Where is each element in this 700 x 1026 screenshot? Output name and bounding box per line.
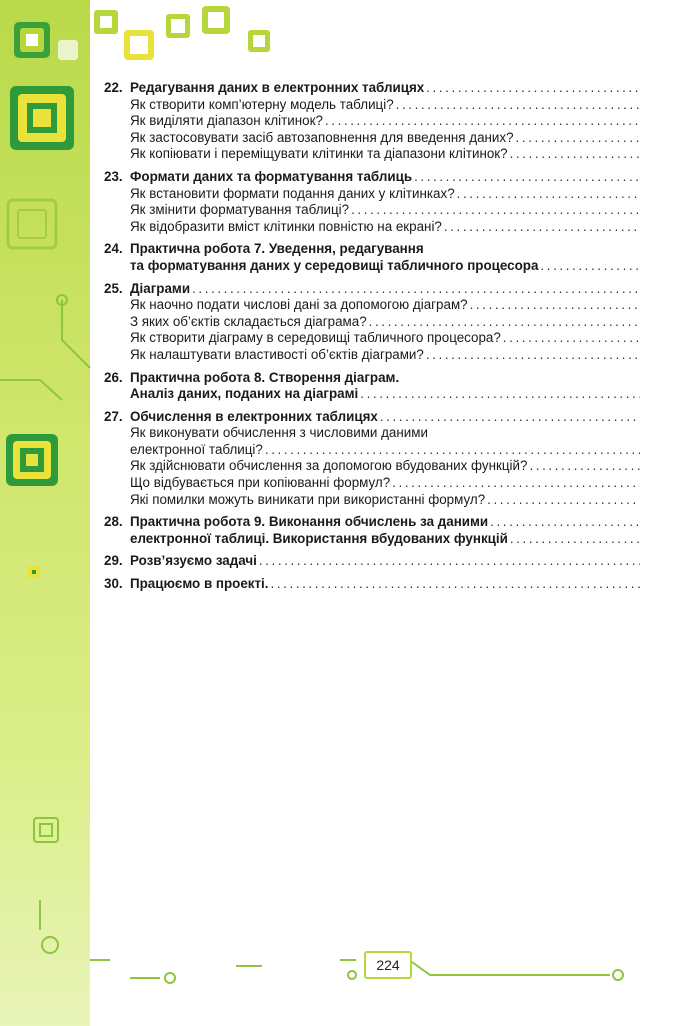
dot-leader	[426, 80, 640, 97]
subitem-text: Як змінити форматування таблиці?	[130, 202, 350, 218]
toc-entry-26[interactable]	[104, 370, 640, 387]
section-title: Практична робота 9. Виконання обчислень за даними	[130, 514, 489, 530]
toc-section-26	[104, 370, 640, 403]
toc-subitem[interactable]	[104, 202, 640, 219]
section-number: 29.	[104, 553, 123, 569]
section-number: 25.	[104, 280, 123, 296]
subitem-text: Як налаштувати властивості об’єктів діаграми?	[130, 346, 424, 362]
section-title: Практична робота 8. Створення діаграм.	[130, 369, 400, 385]
subitem-text: Як застосовувати засіб автозаповнення для введення даних?	[130, 129, 514, 145]
toc-subitem[interactable]	[104, 130, 640, 147]
section-title-line2: та форматування даних у середовищі табличного процесора	[130, 257, 539, 273]
section-number: 23.	[104, 168, 123, 184]
dot-leader	[392, 475, 640, 492]
toc-entry-23[interactable]	[104, 169, 640, 186]
toc-section-27	[104, 409, 640, 509]
subitem-text: Як наочно подати числові дані за допомогою діаграм?	[130, 297, 468, 313]
dot-leader	[192, 281, 640, 298]
subitem-text: Як виділяти діапазон клітинок?	[130, 113, 323, 129]
dot-leader	[510, 146, 640, 163]
toc-subitem[interactable]	[104, 347, 640, 364]
section-title: Практична робота 7. Уведення, редагування	[130, 241, 424, 257]
toc-section-22	[104, 80, 640, 163]
dot-leader	[259, 553, 640, 570]
dot-leader	[490, 514, 640, 531]
toc-subitem[interactable]	[104, 330, 640, 347]
section-title: Працюємо в проекті.	[130, 576, 269, 592]
dot-leader	[510, 531, 640, 548]
toc-section-24	[104, 241, 640, 274]
dot-leader	[380, 409, 640, 426]
section-title-line2: Аналіз даних, поданих на діаграмі	[130, 386, 359, 402]
toc-subitem[interactable]	[104, 113, 640, 130]
toc-section-23	[104, 169, 640, 235]
toc-entry-24[interactable]	[104, 241, 640, 258]
table-of-contents	[104, 80, 640, 599]
toc-subitem[interactable]	[104, 297, 640, 314]
dot-leader	[414, 169, 640, 186]
toc-subitem[interactable]	[104, 97, 640, 114]
dot-leader	[360, 386, 640, 403]
section-number: 22.	[104, 80, 123, 95]
dot-leader	[457, 186, 640, 203]
subitem-text: Як копіювати і переміщувати клітинки та діапазони клітинок?	[130, 146, 508, 162]
dot-leader	[426, 347, 640, 364]
decorative-squares	[14, 6, 270, 60]
section-title: Розв’язуємо задачі	[130, 553, 257, 569]
toc-subitem[interactable]	[104, 475, 640, 492]
section-title: Формати даних та форматування таблиць	[130, 168, 413, 184]
dot-leader	[487, 492, 640, 509]
section-number: 27.	[104, 408, 123, 424]
toc-subitem[interactable]	[104, 492, 640, 509]
toc-section-29	[104, 553, 640, 570]
section-number: 28.	[104, 514, 123, 530]
section-number: 24.	[104, 241, 123, 257]
dot-leader	[325, 113, 640, 130]
toc-entry-25[interactable]	[104, 281, 640, 298]
dot-leader	[351, 202, 640, 219]
dot-leader	[396, 97, 640, 114]
subitem-text: Що відбувається при копіюванні формул?	[130, 475, 391, 491]
decorative-left-squares	[6, 86, 74, 842]
subitem-text: Як створити комп’ютерну модель таблиці?	[130, 96, 394, 112]
toc-section-25	[104, 281, 640, 364]
dot-leader	[444, 219, 640, 236]
subitem-text: Як створити діаграму в середовищі табличного процесора?	[130, 330, 501, 346]
section-title: Діаграми	[130, 280, 191, 296]
page-number: 224	[364, 951, 412, 979]
section-title-line2: електронної таблиці. Використання вбудованих функцій	[130, 530, 508, 546]
toc-title-continuation[interactable]	[104, 386, 640, 403]
toc-subitem-continuation[interactable]	[104, 442, 640, 459]
subitem-text: Як встановити формати подання даних у клітинках?	[130, 185, 455, 201]
toc-entry-29[interactable]	[104, 553, 640, 570]
section-number: 26.	[104, 369, 123, 385]
subitem-text: електронної таблиці?	[130, 441, 263, 457]
toc-subitem[interactable]	[104, 458, 640, 475]
dot-leader	[271, 576, 641, 593]
dot-leader	[369, 314, 640, 331]
dot-leader	[540, 258, 640, 275]
section-title: Обчислення в електронних таблицях	[130, 408, 378, 424]
toc-entry-28[interactable]	[104, 514, 640, 531]
toc-title-continuation[interactable]	[104, 258, 640, 275]
toc-subitem[interactable]	[104, 425, 640, 442]
toc-subitem[interactable]	[104, 146, 640, 163]
section-title: Редагування даних в електронних таблицях	[130, 80, 425, 95]
dot-leader	[470, 297, 640, 314]
toc-entry-30[interactable]	[104, 576, 640, 593]
toc-section-28	[104, 514, 640, 547]
toc-title-continuation[interactable]	[104, 531, 640, 548]
subitem-text: З яких об’єктів складається діаграма?	[130, 313, 367, 329]
toc-subitem[interactable]	[104, 219, 640, 236]
dot-leader	[529, 458, 640, 475]
dot-leader	[503, 330, 640, 347]
dot-leader	[516, 130, 640, 147]
section-number: 30.	[104, 576, 123, 592]
dot-leader	[265, 442, 640, 459]
toc-entry-22[interactable]	[104, 80, 640, 97]
toc-entry-27[interactable]	[104, 409, 640, 426]
subitem-text: Як відобразити вміст клітинки повністю на екрані?	[130, 218, 442, 234]
subitem-text: Як виконувати обчислення з числовими даними	[130, 425, 428, 441]
toc-section-30	[104, 576, 640, 593]
subitem-text: Які помилки можуть виникати при використанні формул?	[130, 491, 486, 507]
toc-subitem[interactable]	[104, 314, 640, 331]
toc-subitem[interactable]	[104, 186, 640, 203]
subitem-text: Як здійснювати обчислення за допомогою вбудованих функцій?	[130, 458, 528, 474]
